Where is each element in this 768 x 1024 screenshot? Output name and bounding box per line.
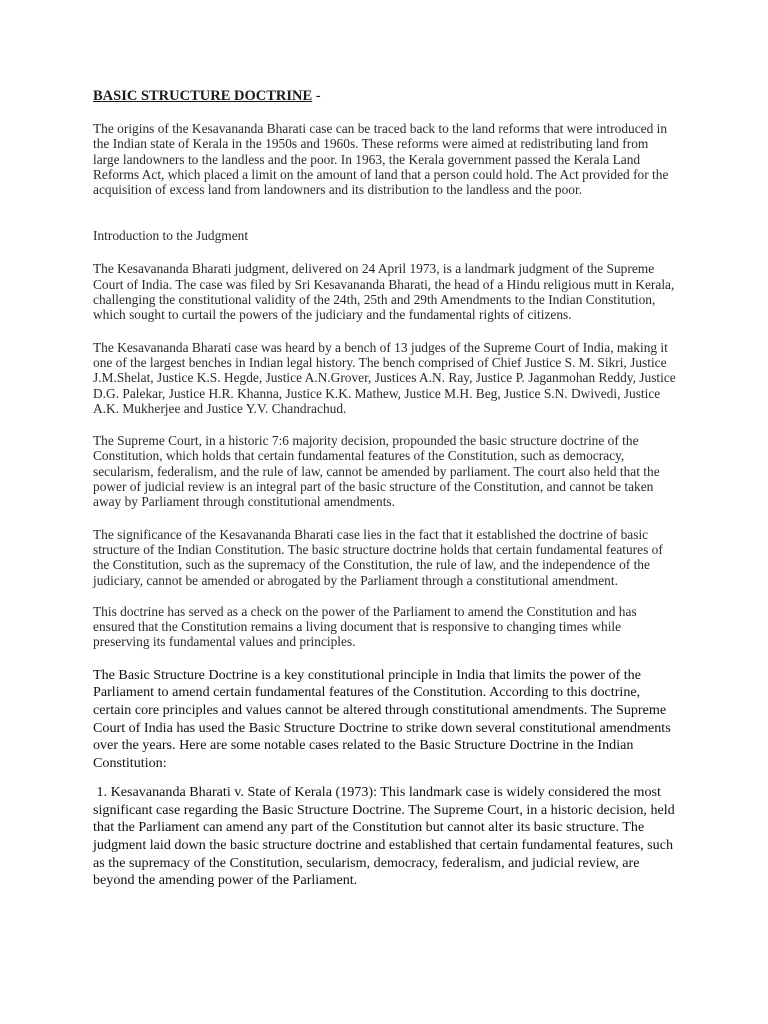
paragraph-origins: The origins of the Kesavananda Bharati case can be traced back to the land reforms that were introduced in the Indian state of Kerala in the 1950s and 1960s. These reforms were aimed at redistributing land from large landowners to the landless and the poor. In 1963, the Kerala government passed the Kerala Land Reforms Act, which placed a limit on the amount of land that a person could hold. The Act provided for the acquisition of excess land from landowners and its distribution to the landless and the poor. [93, 121, 669, 198]
paragraph-significance: The significance of the Kesavananda Bharati case lies in the fact that it established the doctrine of basic structure of the Indian Constitution. The basic structure doctrine holds that certain fundamental features of the Constitution, such as the supremacy of the Constitution, the rule of law, and the independence of the judiciary, cannot be amended or abrogated by the Parliament through a constitutional amendment. [93, 526, 663, 588]
document-title: BASIC STRUCTURE DOCTRINE [93, 88, 313, 104]
document-heading [93, 88, 677, 105]
list-item-case-1: 1. Kesavananda Bharati v. State of Kerala (1973): This landmark case is widely considered the most significant case regarding the Basic Structure Doctrine. The Supreme Court, in a historic decision, held that the Parliament can amend any part of the Constitution but cannot alter its basic structure. The judgment laid down the basic structure doctrine and established that certain fundamental features, such as the supremacy of the Constitution, secularism, democracy, federalism, and judicial review, are beyond the amending power of the Parliament. [93, 784, 679, 889]
paragraph-check-on-power: This doctrine has served as a check on the power of the Parliament to amend the Constitution and has ensured that the Constitution remains a living document that is responsive to changing times while preserving its fundamental values and principles. [93, 603, 637, 650]
paragraph-bench: The Kesavananda Bharati case was heard by a bench of 13 judges of the Supreme Court of India, making it one of the largest benches in Indian legal history. The bench comprised of Chief Justice S. M. Sikri, Justice J.M.Shelat, Justice K.S. Hegde, Justice A.N.Grover, Justices A.N. Ray, Justice P. Jaganmohan Reddy, Justice D.G. Palekar, Justice H.R. Khanna, Justice K.K. Mathew, Justice M.H. Beg, Justice S.N. Dwivedi, Justice A.K. Mukherjee and Justice Y.V. Chandrachud. [93, 339, 676, 416]
document-title-suffix: - [312, 88, 321, 104]
section-heading-introduction: Introduction to the Judgment [93, 228, 249, 244]
paragraph-majority-decision: The Supreme Court, in a historic 7:6 majority decision, propounded the basic structure doctrine of the Constitution, which holds that certain fundamental features of the Constitution, such as democracy, secularism, federalism, and the rule of law, cannot be amended by parliament. The court also held that the power of judicial review is an integral part of the basic structure of the Constitution, and cannot be taken away by Parliament through constitutional amendments. [93, 433, 660, 510]
paragraph-basic-structure-definition: The Basic Structure Doctrine is a key constitutional principle in India that limits the power of the Parliament to amend certain fundamental features of the Constitution. According to this doctrine, certain core principles and values cannot be altered through constitutional amendments. The Supreme Court of India has used the Basic Structure Doctrine to strike down several constitutional amendments over the years. Here are some notable cases related to the Basic Structure Doctrine in the Indian Constitution: [93, 666, 671, 771]
document-page [93, 88, 677, 890]
paragraph-judgment-intro: The Kesavananda Bharati judgment, delivered on 24 April 1973, is a landmark judgment of the Supreme Court of India. The case was filed by Sri Kesavananda Bharati, the head of a Hindu religious mutt in Kerala, challenging the constitutional validity of the 24th, 25th and 29th Amendments to the Indian Constitution, which sought to curtail the powers of the judiciary and the fundamental rights of citizens. [93, 261, 675, 323]
